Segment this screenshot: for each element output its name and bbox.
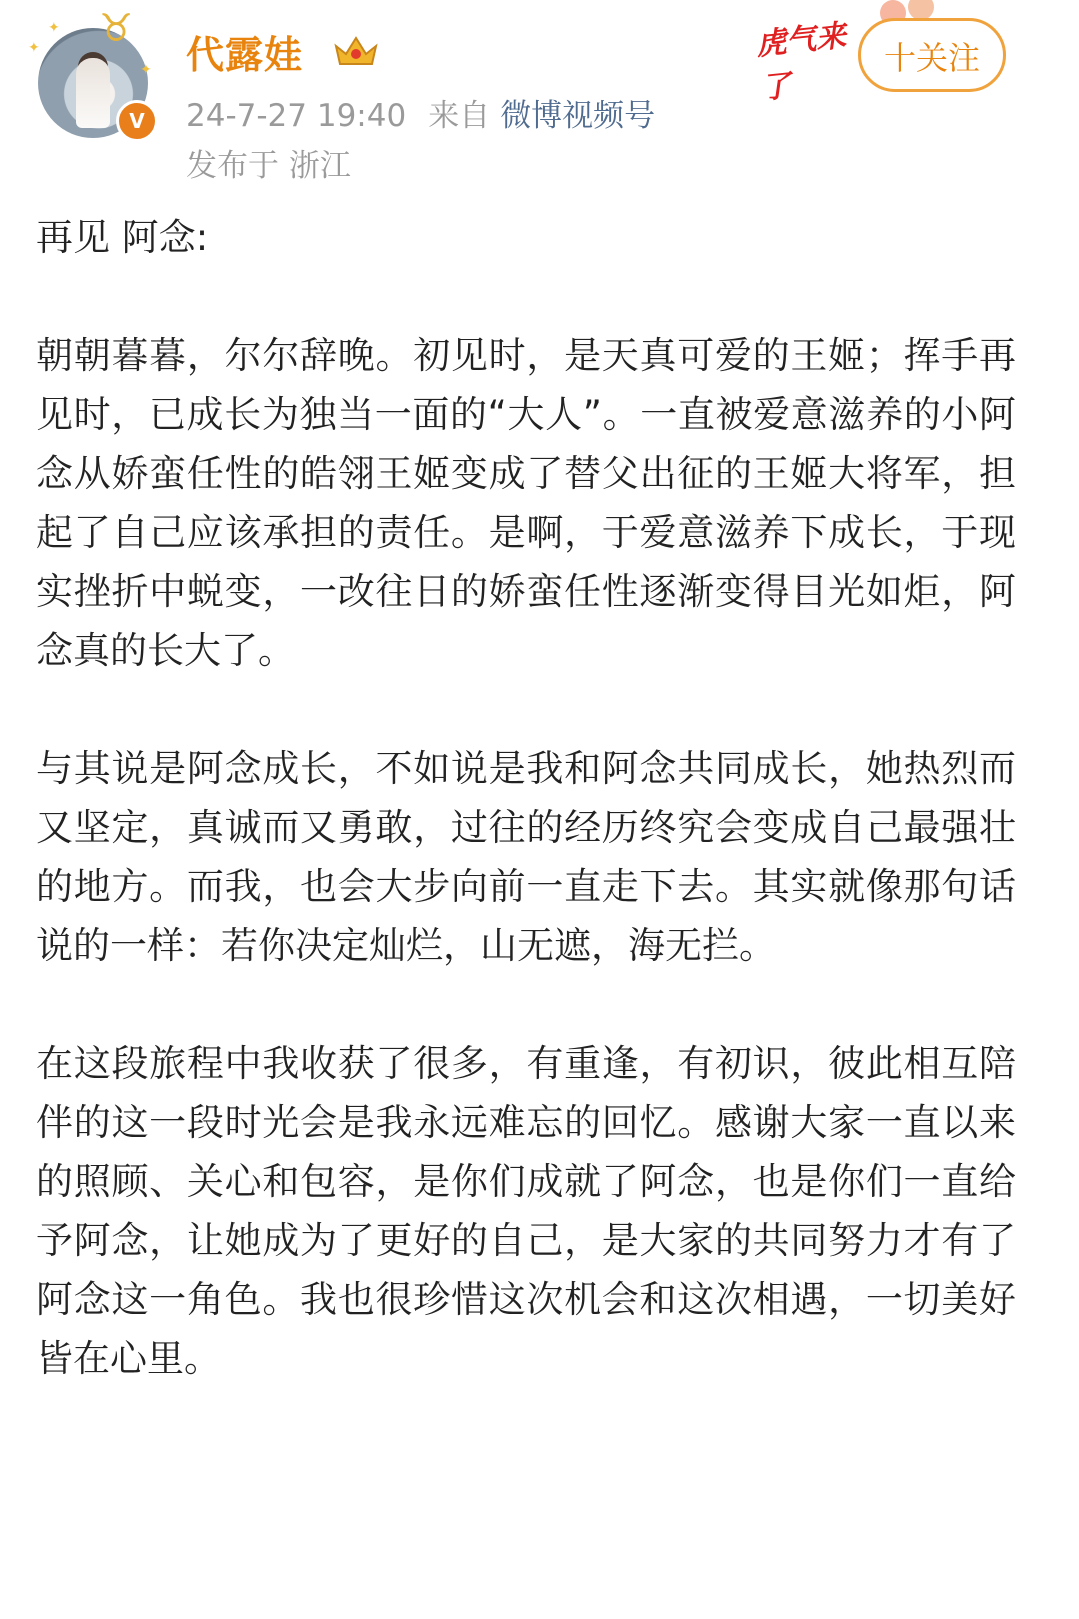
follow-label: 十关注 (883, 39, 980, 77)
badge-decoration (754, 8, 869, 107)
from-label: 来自 (428, 98, 491, 134)
badge-text: 虎气来了 (754, 18, 848, 107)
verified-badge-icon: V (116, 100, 158, 142)
decor-bubble (908, 0, 934, 20)
post-content (36, 208, 1016, 1447)
star-icon: ✦ (140, 62, 152, 78)
post-paragraph: 朝朝暮暮，尔尔辞晚。初见时，是天真可爱的王姬；挥手再见时，已成长为独当一面的“大人”。一直被爱意滋养的小阿念从娇蛮任性的皓翎王姬变成了替父出征的王姬大将军，担起了自己应该承担的责任。是啊，于爱意滋养下成长，于现实挫折中蜕变，一改往日的娇蛮任性逐渐变得目光如炬，阿念真的长大了。 (36, 334, 1016, 672)
post-paragraph: 在这段旅程中我收获了很多，有重逢，有初识，彼此相互陪伴的这一段时光会是我永远难忘的回忆。感谢大家一直以来的照顾、关心和包容，是你们成就了阿念，也是你们一直给予阿念，让她成为了更好的自己，是大家的共同努力才有了阿念这一角色。我也很珍惜这次机会和这次相遇，一切美好皆在心里。 (36, 1042, 1016, 1380)
author-name[interactable]: 代露娃 (186, 33, 304, 77)
post-greeting: 再见 阿念: (36, 216, 209, 259)
star-icon: ✦ (48, 20, 60, 36)
post-paragraph: 与其说是阿念成长，不如说是我和阿念共同成长，她热烈而又坚定，真诚而又勇敢，过往的经历终究会变成自己最强壮的地方。而我，也会大步向前一直走下去。其实就像那句话说的一样：若你决定灿烂，山无遮，海无拦。 (36, 747, 1016, 967)
source-link[interactable]: 微博视频号 (500, 98, 656, 134)
follow-button[interactable] (858, 18, 1006, 92)
taurus-icon: ♉ (98, 6, 134, 50)
post-timestamp: 24-7-27 19:40 (186, 98, 407, 134)
post-meta (186, 90, 655, 135)
crown-icon (332, 34, 380, 68)
avatar-figure (76, 58, 110, 128)
post-header (0, 0, 1079, 200)
star-icon: ✦ (28, 40, 40, 56)
post-location: 发布于 浙江 (186, 148, 351, 184)
